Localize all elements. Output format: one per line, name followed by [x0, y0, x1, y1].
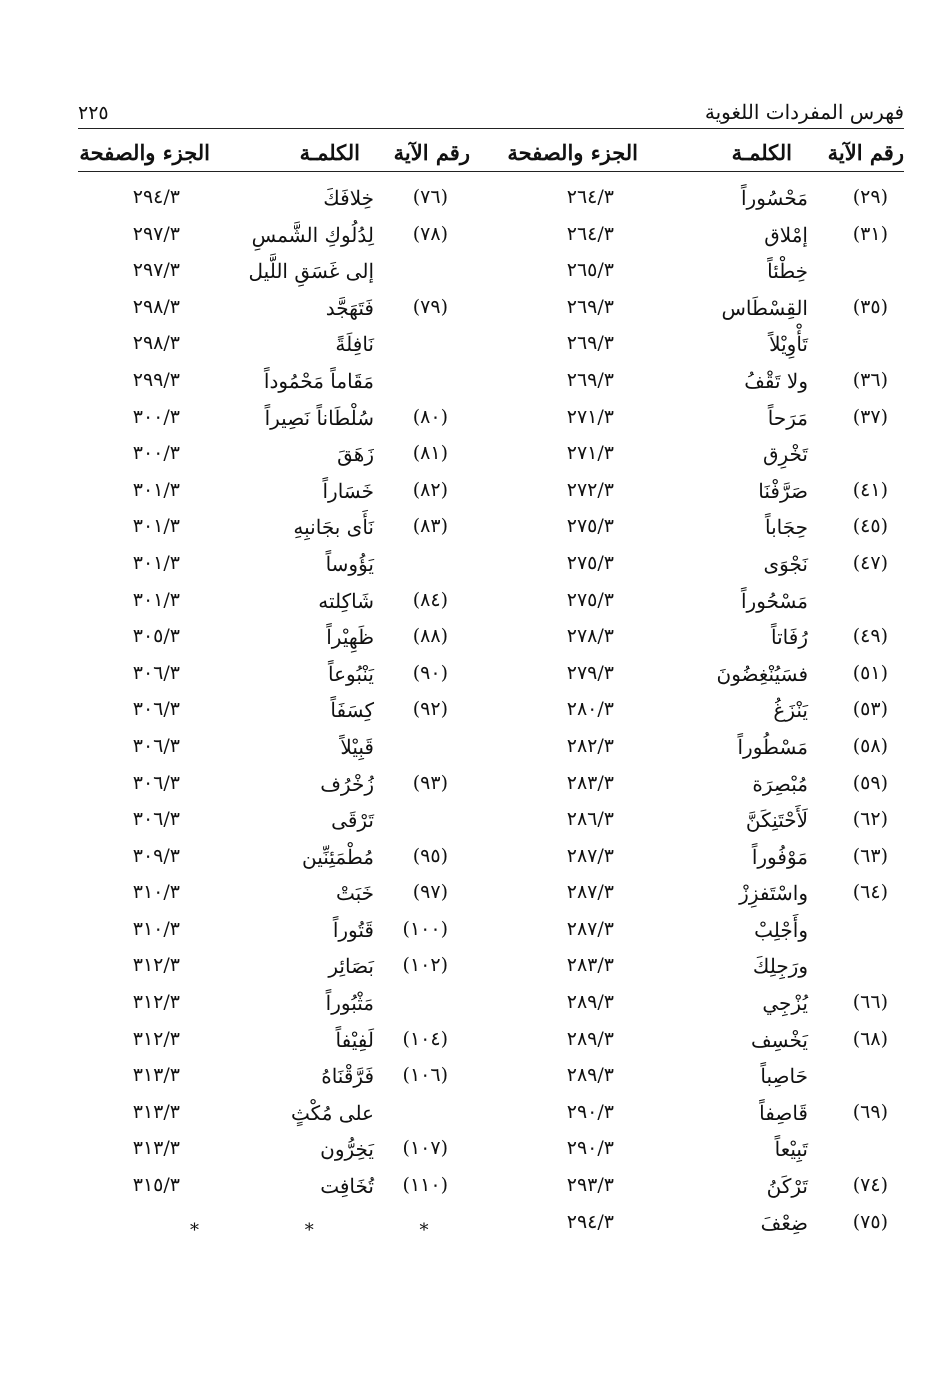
table-row: [40, 625, 470, 662]
volume-page-ref: ٢٨٣/٣: [566, 954, 614, 977]
volume-page-ref: ٢٩٧/٣: [132, 222, 180, 245]
table-row: [484, 369, 904, 406]
entry-word: تَأْوِيْلاً: [769, 332, 808, 357]
col-header-verse-right: رقم الآية: [827, 140, 904, 165]
entry-word: كِسَفَاً: [330, 698, 374, 723]
volume-page-ref: ٣٠٩/٣: [132, 844, 180, 867]
entry-word: مُطْمَئِنِّين: [301, 844, 374, 869]
verse-number: (٥٩): [852, 771, 888, 794]
verse-number: (١٠٦): [402, 1064, 448, 1087]
left-index-table: [40, 186, 470, 1211]
entry-word: مُبْصِرَة: [752, 771, 808, 796]
verse-number: (٢٩): [852, 186, 888, 208]
volume-page-ref: ٣١٣/٣: [132, 1064, 180, 1087]
entry-word: فسَيُنْغِضُونَ: [716, 661, 808, 686]
verse-number: (٦٢): [852, 808, 888, 831]
verse-number: (٣٥): [852, 295, 888, 318]
volume-page-ref: ٢٩٧/٣: [132, 259, 180, 282]
volume-page-ref: ٢٧١/٣: [566, 405, 614, 428]
volume-page-ref: ٣٠٦/٣: [132, 698, 180, 721]
table-row: [40, 1101, 470, 1138]
entry-word: نَافِلَةً: [335, 332, 374, 357]
volume-page-ref: ٢٧٥/٣: [566, 515, 614, 538]
entry-word: قَبِيْلاً: [340, 734, 374, 759]
entry-word: حَاصِباً: [760, 1064, 808, 1089]
entry-word: خَسَاراً: [322, 478, 374, 503]
entry-word: نَأَى بجَانبِهِ: [293, 515, 374, 540]
table-row: [484, 1101, 904, 1138]
table-row: [40, 332, 470, 369]
verse-number: (١١٠): [402, 1174, 448, 1197]
verse-number: (٨٤): [412, 588, 448, 611]
volume-page-ref: ٢٦٩/٣: [566, 295, 614, 318]
verse-number: (٦٣): [852, 844, 888, 867]
verse-number: (٨٠): [412, 405, 448, 428]
verse-number: (٧٨): [412, 222, 448, 245]
table-row: [40, 186, 470, 223]
col-header-ref-left: الجزء والصفحة: [79, 140, 210, 165]
entry-word: على مُكْثٍ: [291, 1100, 374, 1125]
table-row: [40, 552, 470, 589]
entry-word: نَجْوَى: [763, 551, 808, 576]
entry-word: مَسْطُوراً: [737, 734, 808, 759]
table-row: [40, 1174, 470, 1211]
verse-number: (٧٩): [412, 295, 448, 318]
page-header: [78, 96, 904, 124]
volume-page-ref: ٢٨٧/٣: [566, 844, 614, 867]
verse-number: (٩٠): [412, 661, 448, 684]
verse-number: (٤١): [852, 478, 888, 501]
page-number: ٢٢٥: [78, 102, 109, 124]
volume-page-ref: ٢٨٩/٣: [566, 1027, 614, 1050]
volume-page-ref: ٣١٢/٣: [132, 1027, 180, 1050]
col-header-word-left: الكلمـة: [299, 140, 360, 165]
volume-page-ref: ٣١٠/٣: [132, 917, 180, 940]
volume-page-ref: ٢٨٢/٣: [566, 734, 614, 757]
table-row: [484, 552, 904, 589]
verse-number: (٥١): [852, 661, 888, 684]
volume-page-ref: ٢٩٠/٣: [566, 1100, 614, 1123]
volume-page-ref: ٢٨٠/٣: [566, 698, 614, 721]
entry-word: تَخْرِق: [762, 442, 808, 467]
verse-number: (٩٧): [412, 881, 448, 904]
entry-word: لِدُلُوكِ الشَّمسِ: [251, 222, 374, 247]
volume-page-ref: ٣٠١/٣: [132, 515, 180, 538]
volume-page-ref: ٣٠٠/٣: [132, 442, 180, 465]
table-row: [484, 662, 904, 699]
volume-page-ref: ٢٧٥/٣: [566, 588, 614, 611]
volume-page-ref: ٢٦٥/٣: [566, 259, 614, 282]
entry-word: مَثْبُوراً: [325, 991, 374, 1016]
right-index-table: [484, 186, 904, 1247]
entry-word: تُخَافِت: [320, 1174, 374, 1199]
verse-number: (٩٥): [412, 844, 448, 867]
entry-word: إلى غَسَقِ اللَّيل: [248, 259, 374, 284]
table-row: [484, 1174, 904, 1211]
table-row: [40, 698, 470, 735]
entry-word: بَصَائِر: [328, 954, 374, 979]
volume-page-ref: ٢٩٩/٣: [132, 368, 180, 391]
entry-word: حِجَاباً: [764, 515, 808, 540]
volume-page-ref: ٢٧٥/٣: [566, 551, 614, 574]
table-row: [40, 845, 470, 882]
table-row: [484, 479, 904, 516]
verse-number: (١٠٤): [402, 1027, 448, 1050]
table-row: [40, 296, 470, 333]
volume-page-ref: ٢٧٢/٣: [566, 478, 614, 501]
volume-page-ref: ٢٩٤/٣: [132, 186, 180, 208]
entry-word: خَبَتْ: [335, 881, 374, 906]
header-rule: [78, 128, 904, 129]
entry-word: ورَجِلِكَ: [752, 954, 808, 979]
entry-word: تَرْقَى: [331, 808, 374, 833]
volume-page-ref: ٢٨٣/٣: [566, 771, 614, 794]
volume-page-ref: ٣٠٦/٣: [132, 808, 180, 831]
entry-word: زُخْرُف: [320, 771, 374, 796]
entry-word: واسْتَفزِزْ: [739, 881, 808, 906]
volume-page-ref: ٣٠١/٣: [132, 478, 180, 501]
verse-number: (١٠٢): [402, 954, 448, 977]
end-marks: * * *: [190, 1220, 479, 1241]
volume-page-ref: ٣١٢/٣: [132, 954, 180, 977]
entry-word: يُزْجِي: [762, 991, 808, 1016]
table-row: [40, 369, 470, 406]
entry-word: خِطْئاً: [767, 259, 808, 284]
table-row: [484, 259, 904, 296]
volume-page-ref: ٣١٣/٣: [132, 1100, 180, 1123]
table-row: [484, 442, 904, 479]
volume-page-ref: ٣٠٦/٣: [132, 661, 180, 684]
table-row: [484, 589, 904, 626]
volume-page-ref: ٢٩٠/٣: [566, 1137, 614, 1160]
volume-page-ref: ٢٧٩/٣: [566, 661, 614, 684]
entry-word: يَخِرُّون: [320, 1137, 374, 1162]
verse-number: (٧٤): [852, 1174, 888, 1197]
table-row: [40, 479, 470, 516]
table-row: [484, 808, 904, 845]
verse-number: (٩٣): [412, 771, 448, 794]
table-row: [484, 332, 904, 369]
table-row: [484, 991, 904, 1028]
volume-page-ref: ٣٠٦/٣: [132, 771, 180, 794]
entry-word: قَتُوراً: [332, 917, 374, 942]
entry-word: ظَهِيْراً: [326, 625, 374, 650]
volume-page-ref: ٢٦٩/٣: [566, 332, 614, 355]
verse-number: (٦٨): [852, 1027, 888, 1050]
table-row: [484, 881, 904, 918]
volume-page-ref: ٢٨٩/٣: [566, 1064, 614, 1087]
entry-word: القِسْطَاس: [721, 295, 808, 320]
verse-number: (٣٧): [852, 405, 888, 428]
entry-word: مَحْسُوراً: [740, 186, 808, 210]
entry-word: سُلْطَاناً نَصِيراً: [264, 405, 374, 430]
verse-number: (٤٥): [852, 515, 888, 538]
verse-number: (٩٢): [412, 698, 448, 721]
table-row: [40, 918, 470, 955]
volume-page-ref: ٣٠١/٣: [132, 551, 180, 574]
table-row: [40, 589, 470, 626]
verse-number: (٦٩): [852, 1100, 888, 1123]
col-header-word-right: الكلمـة: [731, 140, 792, 165]
entry-word: يَنْزَغُ: [773, 698, 808, 723]
volume-page-ref: ٣١٥/٣: [132, 1174, 180, 1197]
volume-page-ref: ٢٩٨/٣: [132, 332, 180, 355]
entry-word: ضِعْفَ: [760, 1210, 808, 1235]
verse-number: (٥٨): [852, 734, 888, 757]
entry-word: قَاصِفاً: [759, 1100, 808, 1125]
entry-word: رُفَاتاً: [771, 625, 808, 650]
volume-page-ref: ٢٦٤/٣: [566, 186, 614, 208]
volume-page-ref: ٣١٢/٣: [132, 991, 180, 1014]
entry-word: مَرَحاً: [767, 405, 808, 430]
verse-number: (٨٢): [412, 478, 448, 501]
volume-page-ref: ٢٧١/٣: [566, 442, 614, 465]
volume-page-ref: ٣٠٥/٣: [132, 625, 180, 648]
table-row: [484, 1028, 904, 1065]
table-row: [40, 259, 470, 296]
table-row: [40, 1028, 470, 1065]
running-title: فهرس المفردات اللغوية: [704, 100, 904, 124]
volume-page-ref: ٣٠١/٣: [132, 588, 180, 611]
table-row: [40, 954, 470, 991]
entry-word: شَاكِلته: [318, 588, 374, 613]
entry-word: مَسْحُوراً: [740, 588, 808, 613]
volume-page-ref: ٢٦٩/٣: [566, 368, 614, 391]
volume-page-ref: ٣١٣/٣: [132, 1137, 180, 1160]
verse-number: (١٠٧): [402, 1137, 448, 1160]
table-row: [484, 954, 904, 991]
table-row: [484, 772, 904, 809]
volume-page-ref: ٢٦٤/٣: [566, 222, 614, 245]
entry-word: مَوْفُوراً: [751, 844, 808, 869]
entry-word: يَخْسِف: [750, 1027, 808, 1052]
col-header-ref-right: الجزء والصفحة: [507, 140, 638, 165]
table-row: [484, 1137, 904, 1174]
entry-word: تَرْكَنُ: [766, 1174, 808, 1199]
entry-word: إمْلاق: [764, 222, 808, 247]
volume-page-ref: ٣٠٦/٣: [132, 734, 180, 757]
verse-number: (٤٧): [852, 551, 888, 574]
entry-word: زَهَقَ: [337, 442, 374, 467]
verse-number: (٤٩): [852, 625, 888, 648]
table-row: [40, 662, 470, 699]
table-row: [40, 881, 470, 918]
verse-number: (٣٦): [852, 368, 888, 391]
table-row: [484, 625, 904, 662]
volume-page-ref: ٣١٠/٣: [132, 881, 180, 904]
col-header-verse-left: رقم الآية: [393, 140, 470, 165]
table-row: [484, 406, 904, 443]
entry-word: صَرَّفْنَا: [758, 478, 808, 503]
volume-page-ref: ٢٨٦/٣: [566, 808, 614, 831]
volume-page-ref: ٢٩٣/٣: [566, 1174, 614, 1197]
volume-page-ref: ٣٠٠/٣: [132, 405, 180, 428]
table-row: [484, 845, 904, 882]
table-row: [484, 1211, 904, 1248]
verse-number: (٨٣): [412, 515, 448, 538]
table-row: [484, 698, 904, 735]
verse-number: (١٠٠): [402, 917, 448, 940]
entry-word: خِلافَكَ: [323, 186, 374, 210]
verse-number: (٧٥): [852, 1210, 888, 1233]
volume-page-ref: ٢٩٤/٣: [566, 1210, 614, 1233]
entry-word: فَرَّقْنَاهُ: [321, 1064, 374, 1089]
table-row: [484, 918, 904, 955]
table-row: [40, 772, 470, 809]
entry-word: يَؤُوساً: [325, 551, 374, 576]
entry-word: مَقَاماً مَحْمُوداً: [263, 368, 374, 393]
table-row: [40, 808, 470, 845]
table-row: [40, 735, 470, 772]
entry-word: ولا تَقْفُ: [744, 368, 808, 393]
table-row: [40, 1137, 470, 1174]
verse-number: (٨١): [412, 442, 448, 465]
entry-word: لَأَحْتَنِكَنَّ: [745, 808, 808, 833]
entry-word: فَتَهَجَّد: [325, 295, 374, 320]
table-row: [40, 406, 470, 443]
verse-number: (٨٨): [412, 625, 448, 648]
table-row: [484, 1064, 904, 1101]
volume-page-ref: ٢٨٧/٣: [566, 881, 614, 904]
table-row: [484, 296, 904, 333]
volume-page-ref: ٢٩٨/٣: [132, 295, 180, 318]
verse-number: (٦٦): [852, 991, 888, 1014]
table-row: [40, 442, 470, 479]
table-row: [40, 991, 470, 1028]
volume-page-ref: ٢٨٩/٣: [566, 991, 614, 1014]
table-row: [484, 186, 904, 223]
table-row: [484, 515, 904, 552]
verse-number: (٣١): [852, 222, 888, 245]
entry-word: تَبِيْعاً: [774, 1137, 808, 1162]
table-row: [40, 1064, 470, 1101]
column-header-rule: [78, 171, 904, 172]
volume-page-ref: ٢٧٨/٣: [566, 625, 614, 648]
volume-page-ref: ٢٨٧/٣: [566, 917, 614, 940]
entry-word: لَفِيْفاً: [335, 1027, 374, 1052]
verse-number: (٧٦): [412, 186, 448, 208]
table-row: [40, 223, 470, 260]
table-row: [484, 735, 904, 772]
table-row: [40, 515, 470, 552]
entry-word: وأَجْلِبْ: [754, 917, 808, 942]
table-row: [484, 223, 904, 260]
entry-word: يَنْبُوعاً: [328, 661, 374, 686]
verse-number: (٥٣): [852, 698, 888, 721]
verse-number: (٦٤): [852, 881, 888, 904]
